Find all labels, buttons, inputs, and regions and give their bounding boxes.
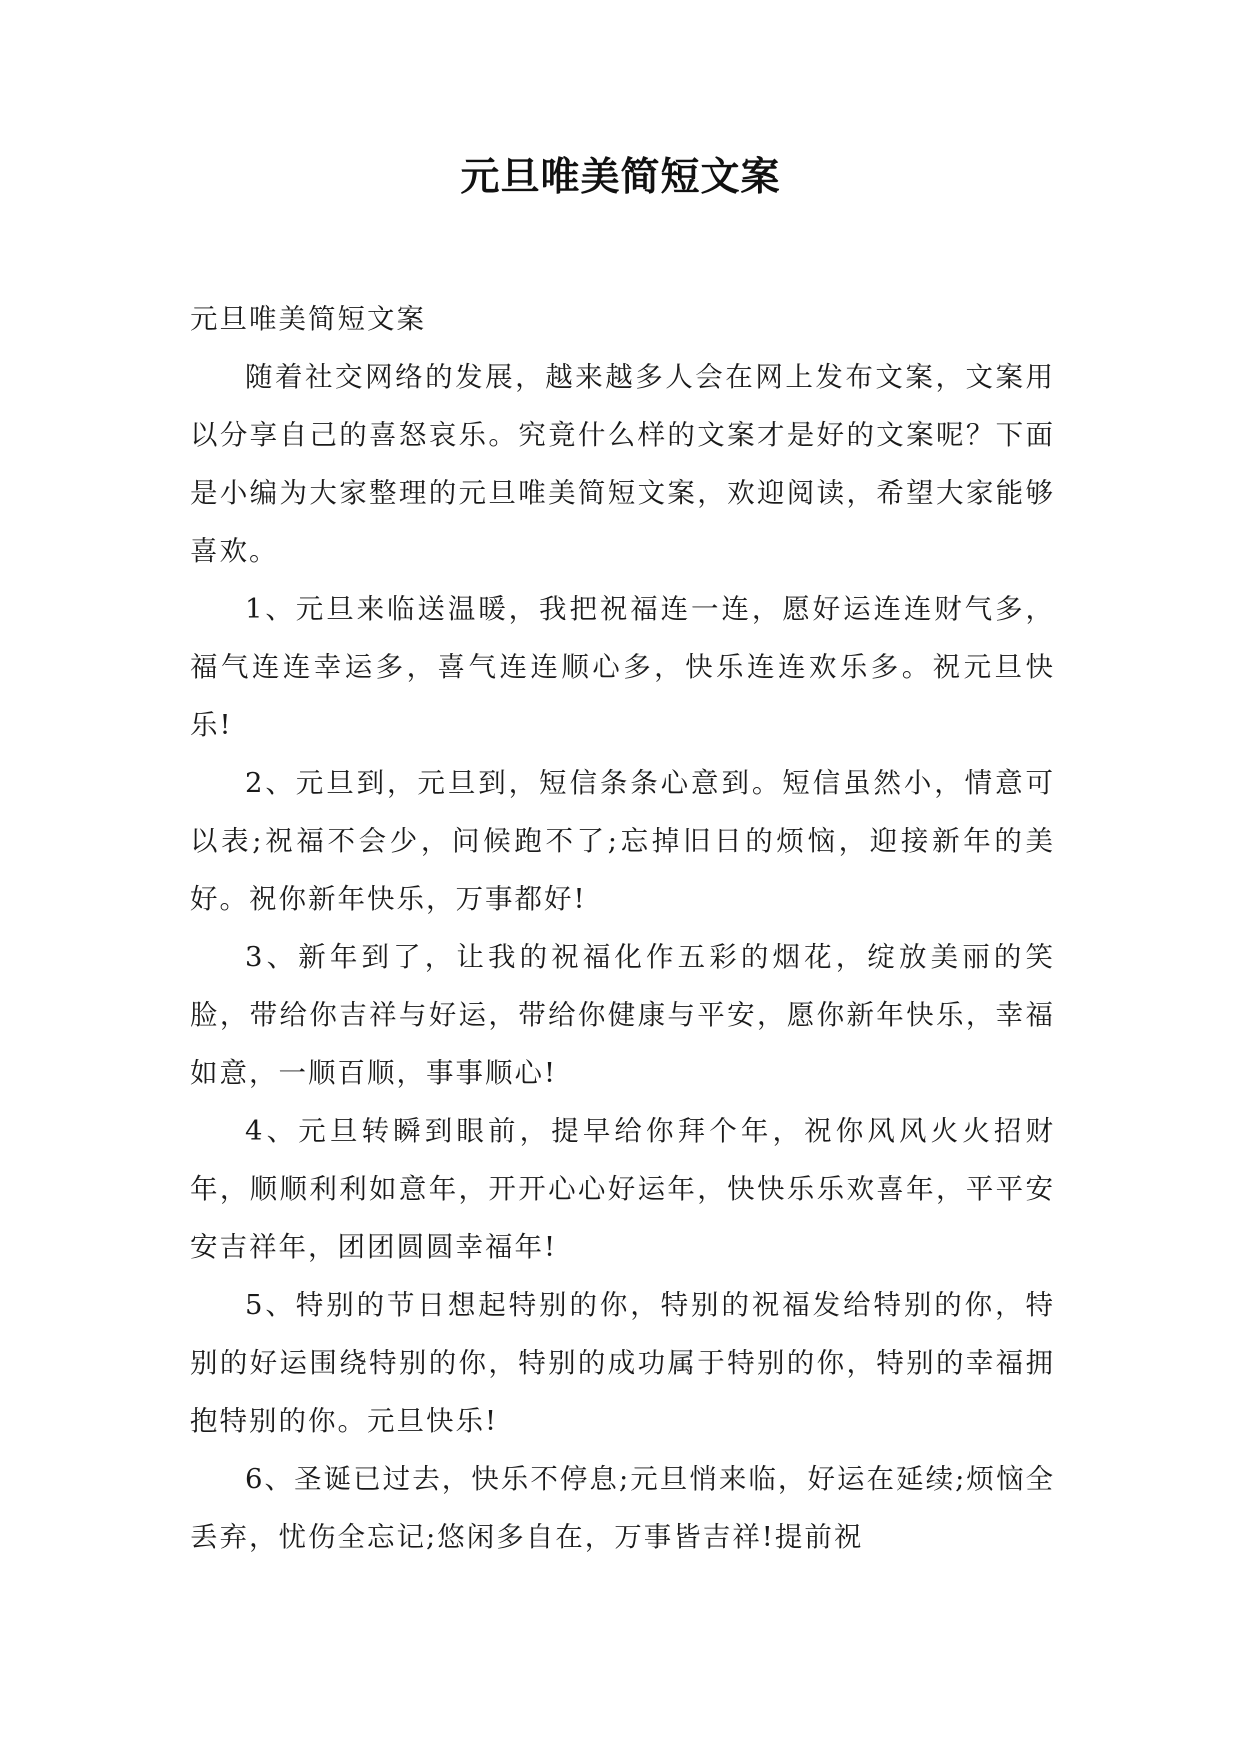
wish-item-2: 2、元旦到，元旦到，短信条条心意到。短信虽然小，情意可以表;祝福不会少，问候跑不了;忘掉旧日的烦恼，迎接新年的美好。祝你新年快乐，万事都好! xyxy=(190,767,1055,915)
document-body xyxy=(190,290,1055,1566)
wish-item-1: 1、元旦来临送温暖，我把祝福连一连，愿好运连连财气多，福气连连幸运多，喜气连连顺心多，快乐连连欢乐多。祝元旦快乐! xyxy=(190,593,1055,741)
document-subtitle: 元旦唯美简短文案 xyxy=(190,303,426,335)
intro-paragraph: 随着社交网络的发展，越来越多人会在网上发布文案，文案用以分享自己的喜怒哀乐。究竟什么样的文案才是好的文案呢？下面是小编为大家整理的元旦唯美简短文案，欢迎阅读，希望大家能够喜欢。 xyxy=(190,361,1055,567)
document-title: 元旦唯美简短文案 xyxy=(460,154,781,200)
wish-item-3: 3、新年到了，让我的祝福化作五彩的烟花，绽放美丽的笑脸，带给你吉祥与好运，带给你健康与平安，愿你新年快乐，幸福如意，一顺百顺，事事顺心! xyxy=(190,941,1055,1089)
wish-item-4: 4、元旦转瞬到眼前，提早给你拜个年，祝你风风火火招财年，顺顺利利如意年，开开心心好运年，快快乐乐欢喜年，平平安安吉祥年，团团圆圆幸福年! xyxy=(190,1115,1055,1263)
wish-item-5: 5、特别的节日想起特别的你，特别的祝福发给特别的你，特别的好运围绕特别的你，特别的成功属于特别的你，特别的幸福拥抱特别的你。元旦快乐! xyxy=(190,1289,1055,1437)
wish-item-6: 6、圣诞已过去，快乐不停息;元旦悄来临，好运在延续;烦恼全丢弃，忧伤全忘记;悠闲多自在，万事皆吉祥!提前祝 xyxy=(190,1463,1055,1553)
